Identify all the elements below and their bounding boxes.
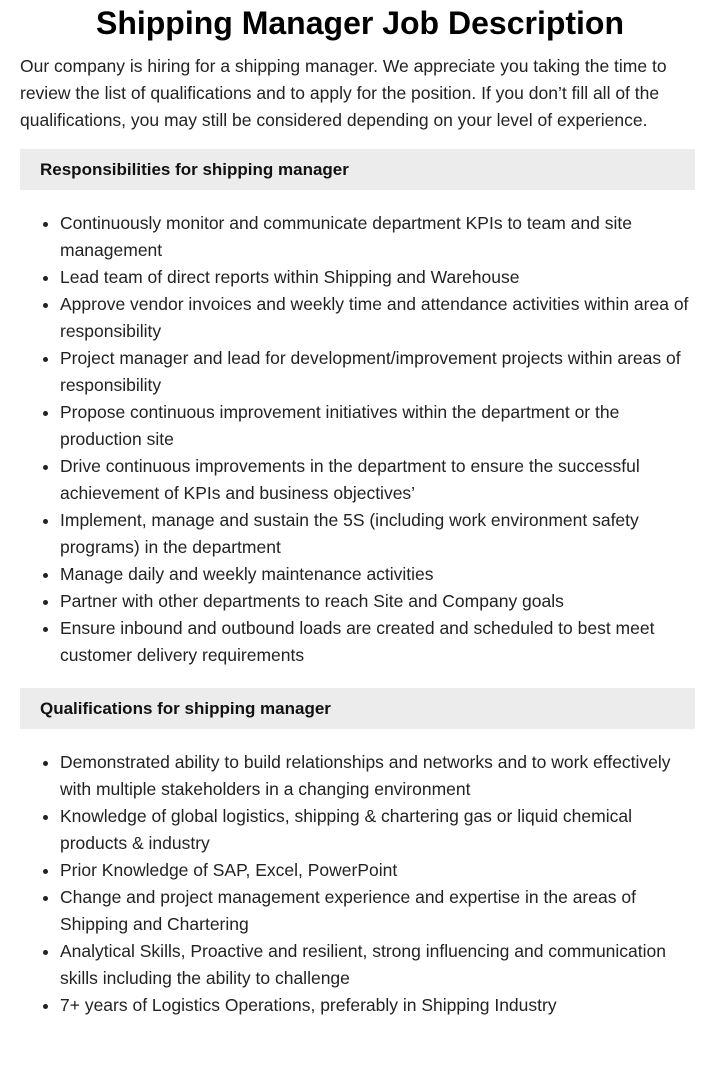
list-item: • Manage daily and weekly maintenance activities <box>60 561 700 588</box>
list-item: • Propose continuous improvement initiatives within the department or the production site <box>60 399 700 453</box>
responsibilities-list <box>0 210 700 669</box>
page-title: Shipping Manager Job Description <box>95 5 625 41</box>
responsibilities-heading: Responsibilities for shipping manager <box>20 149 695 190</box>
list-item: • Drive continuous improvements in the department to ensure the successful achievement of KPIs and business objectives’ <box>60 453 700 507</box>
list-item: • Analytical Skills, Proactive and resilient, strong influencing and communication skills including the ability to challenge <box>60 938 700 992</box>
list-item: • 7+ years of Logistics Operations, preferably in Shipping Industry <box>60 992 700 1019</box>
qualifications-list <box>0 749 700 1019</box>
list-item: • Demonstrated ability to build relationships and networks and to work effectively with multiple stakeholders in a changing environment <box>60 749 700 803</box>
list-item: • Implement, manage and sustain the 5S (including work environment safety programs) in the department <box>60 507 700 561</box>
list-item: • Change and project management experience and expertise in the areas of Shipping and Chartering <box>60 884 700 938</box>
intro-paragraph: Our company is hiring for a shipping manager. We appreciate you taking the time to review the list of qualifications and to apply for the position. If you don’t fill all of the qualifications, you may still be considered depending on your level of experience. <box>20 56 667 130</box>
list-item: • Knowledge of global logistics, shipping & chartering gas or liquid chemical products & industry <box>60 803 700 857</box>
qualifications-heading: Qualifications for shipping manager <box>20 688 695 729</box>
list-item: • Lead team of direct reports within Shipping and Warehouse <box>60 264 700 291</box>
list-item: • Continuously monitor and communicate department KPIs to team and site management <box>60 210 700 264</box>
list-item: • Project manager and lead for development/improvement projects within areas of responsibility <box>60 345 700 399</box>
list-item: • Prior Knowledge of SAP, Excel, PowerPoint <box>60 857 700 884</box>
list-item: • Ensure inbound and outbound loads are created and scheduled to best meet customer delivery requirements <box>60 615 700 669</box>
list-item: • Approve vendor invoices and weekly time and attendance activities within area of responsibility <box>60 291 700 345</box>
list-item: • Partner with other departments to reach Site and Company goals <box>60 588 700 615</box>
